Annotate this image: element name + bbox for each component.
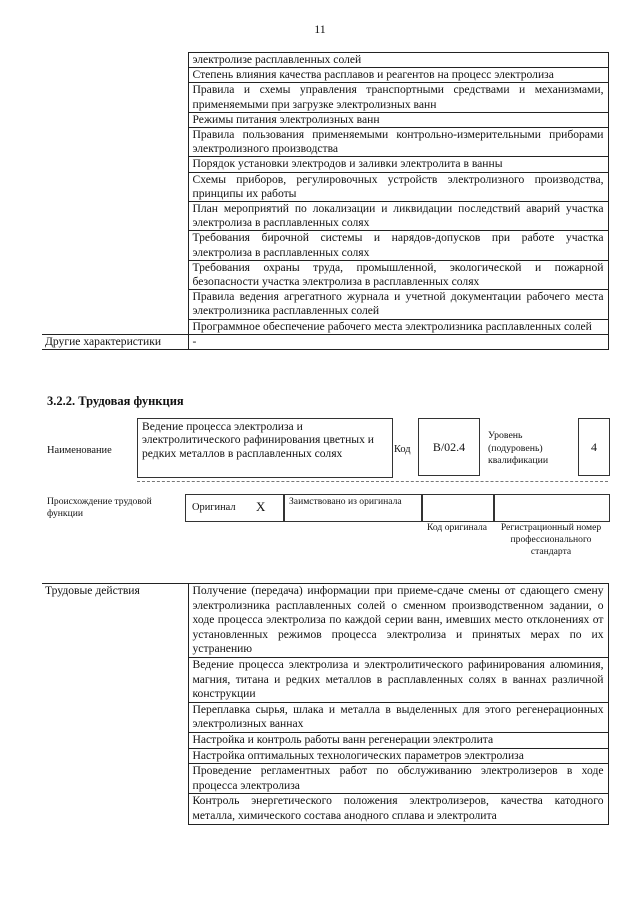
function-name-value: Ведение процесса электролиза и электролитического рафинирования цветных и редких металлов в расплавленных солях [137, 418, 393, 478]
table-row: Правила пользования применяемыми контрольно-измерительными приборами электролизного производства [188, 128, 608, 157]
origin-label: Происхождение трудовой функции [47, 496, 152, 519]
level-value: 4 [578, 418, 610, 476]
other-characteristics-label: Другие характеристики [42, 334, 188, 349]
table-row: Режимы питания электролизных ванн [188, 112, 608, 127]
table-row: Требования охраны труда, промышленной, экологической и пожарной безопасности участка электролиза в расплавленных солях [188, 260, 608, 289]
table-row: Получение (передача) информации при приеме-сдаче смены от сдающего смену электролизника расплавленных солей о сменном производственном задании, о ходе процесса электролиза по каждой серии ванн, имевших место отклонениях от установленных режимов процесса электролиза и принятых мерах по их устранению [188, 584, 608, 658]
table-row: Степень влияния качества расплавов и реагентов на процесс электролиза [188, 68, 608, 83]
labor-actions-table [42, 583, 609, 825]
labor-actions-label: Трудовые действия [42, 584, 188, 658]
table-row: План мероприятий по локализации и ликвидации последствий аварий участка электролиза в расплавленных солях [188, 202, 608, 231]
table-row: Проведение регламентных работ по обслуживанию электролизеров в ходе процесса электролиза [188, 764, 608, 794]
code-label: Код [394, 444, 411, 455]
other-characteristics-value: - [188, 334, 608, 349]
borrowed-label: Заимствовано из оригинала [289, 496, 402, 507]
knowledge-table [42, 52, 609, 350]
table-row: Схемы приборов, регулировочных устройств электролизного производства, принципы их работы [188, 172, 608, 201]
table-row: Порядок установки электродов и заливки электролита в ванны [188, 157, 608, 172]
code-value: В/02.4 [418, 418, 480, 476]
table-row: Правила и схемы управления транспортными средствами и механизмами, применяемыми при загрузке электролизных ванн [188, 83, 608, 112]
code-original-caption: Код оригинала [426, 522, 488, 533]
level-label: Уровень (подуровень) квалификации [488, 430, 549, 466]
table-row: Правила ведения агрегатного журнала и учетной документации рабочего места электролизника расплавленных солей [188, 290, 608, 319]
table-row: Ведение процесса электролиза и электролитического рафинирования алюминия, магния, титана и редких металлов в расплавленных солях в ваннах различной конструкции [188, 657, 608, 702]
original-mark: X [256, 499, 266, 514]
table-row: электролизе расплавленных солей [188, 53, 608, 68]
reg-number-caption: Регистрационный номер профессионального стандарта [500, 522, 602, 557]
table-row: Настройка оптимальных технологических параметров электролиза [188, 748, 608, 764]
code-original-box [421, 494, 495, 522]
divider [137, 481, 608, 482]
name-label: Наименование [47, 445, 112, 456]
table-row: Программное обеспечение рабочего места электролизника расплавленных солей [188, 319, 608, 334]
table-row: Требования бирочной системы и нарядов-допусков при работе участка электролиза в расплавленных солях [188, 231, 608, 260]
original-label: Оригинал [192, 502, 236, 513]
borrowed-box [283, 494, 423, 522]
table-row: Настройка и контроль работы ванн регенерации электролита [188, 732, 608, 748]
table-row: Контроль энергетического положения электролизеров, качества катодного металла, химического состава анодного сплава и электролита [188, 794, 608, 824]
original-box [185, 494, 285, 522]
reg-number-box [493, 494, 610, 522]
table-row: Переплавка сырья, шлака и металла в выделенных для этого регенерационных электролизных ваннах [188, 702, 608, 732]
label-cell-empty [42, 53, 188, 68]
page-number: 11 [314, 22, 326, 36]
section-heading: 3.2.2. Трудовая функция [47, 394, 184, 408]
